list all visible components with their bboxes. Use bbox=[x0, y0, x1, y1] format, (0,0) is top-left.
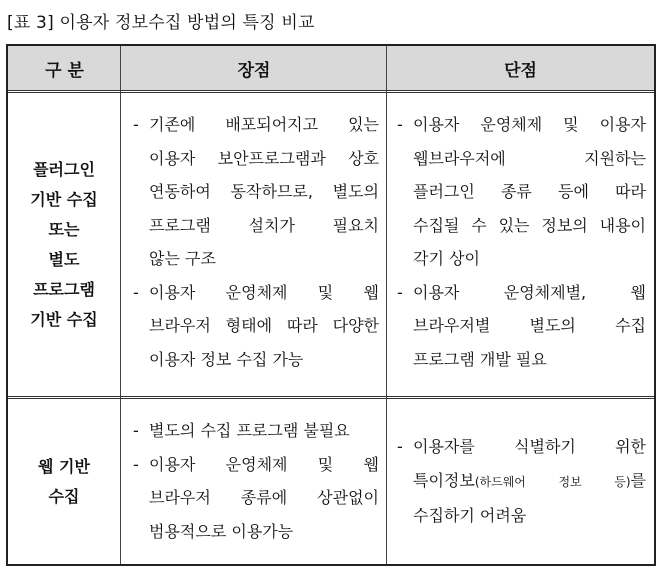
row-label-line: 수집 bbox=[48, 487, 80, 506]
bullet-dash: - bbox=[133, 454, 139, 474]
header-pros: 장점 bbox=[121, 46, 387, 90]
row-divider bbox=[8, 90, 654, 93]
web-cons-cell bbox=[387, 430, 654, 533]
row-label-line: 또는 bbox=[48, 220, 80, 239]
table-caption: [표 3] 이용자 정보수집 방법의 특징 비교 bbox=[7, 13, 315, 33]
text-line: 이용자 운영체제 및 웹 bbox=[149, 282, 379, 302]
row-label-line: 웹 기반 bbox=[38, 457, 90, 476]
row-label-line: 별도 bbox=[48, 250, 80, 269]
text-line: 범용적으로 이용가능 bbox=[149, 521, 294, 541]
text-line: 연동하여 동작하므로, 별도의 bbox=[149, 182, 379, 201]
list-item bbox=[133, 108, 379, 276]
text-line: 플러그인 종류 등에 따라 bbox=[413, 182, 646, 201]
text-line: 브라우저 형태에 따라 다양한 bbox=[149, 316, 379, 335]
bullet-dash: - bbox=[133, 421, 139, 440]
text-line: 각기 상이 bbox=[413, 249, 480, 268]
list-item bbox=[397, 430, 646, 533]
plugin-cons-cell bbox=[387, 108, 654, 376]
text-line: 이용자 운영체제 및 이용자 bbox=[413, 115, 646, 134]
text-line: 않는 구조 bbox=[149, 249, 216, 268]
header-category: 구 분 bbox=[8, 46, 121, 90]
row-label-web bbox=[8, 400, 120, 564]
text-line: 이용자 보안프로그램과 상호 bbox=[149, 148, 379, 168]
text-line: 웹브라우저에 지원하는 bbox=[413, 148, 646, 168]
text-fragment-small: (하드웨어 정보 등) bbox=[474, 474, 631, 489]
row-divider bbox=[8, 396, 654, 399]
list-item bbox=[397, 276, 646, 377]
text-line: 프로그램 설치가 필요치 bbox=[149, 215, 379, 235]
text-line: 브라우저 종류에 상관없이 bbox=[149, 488, 379, 507]
header-cons: 단점 bbox=[387, 46, 654, 90]
text-line: 이용자를 식별하기 위한 bbox=[413, 437, 646, 456]
list-item bbox=[397, 108, 646, 276]
text-line: 수집하기 어려움 bbox=[413, 506, 527, 525]
list-item bbox=[133, 448, 379, 549]
bullet-dash: - bbox=[397, 437, 403, 456]
text-line: 이용자 운영체제 및 웹 bbox=[149, 454, 379, 474]
text-line: 이용자 정보 수집 가능 bbox=[149, 349, 304, 369]
text-line-mixed bbox=[413, 464, 646, 500]
row-label-line: 기반 수집 bbox=[30, 310, 98, 329]
text-line: 이용자 운영체제별, 웹 bbox=[413, 282, 646, 302]
text-line: 기존에 배포되어지고 있는 bbox=[149, 115, 379, 134]
row-label-plugin bbox=[8, 94, 120, 396]
row-label-line: 기반 수집 bbox=[30, 190, 98, 209]
row-label-line: 플러그인 bbox=[33, 160, 95, 179]
plugin-pros-cell bbox=[121, 108, 387, 376]
web-pros-cell bbox=[121, 414, 387, 548]
bullet-dash: - bbox=[397, 115, 403, 134]
bullet-dash: - bbox=[397, 282, 403, 302]
text-fragment: 특이정보 bbox=[413, 470, 475, 490]
comparison-table bbox=[6, 44, 656, 566]
text-line: 프로그램 개발 필요 bbox=[413, 349, 547, 369]
text-line: 별도의 수집 프로그램 불필요 bbox=[149, 421, 350, 440]
bullet-dash: - bbox=[133, 282, 139, 302]
text-line: 수집될 수 있는 정보의 내용이 bbox=[413, 215, 646, 235]
bullet-dash: - bbox=[133, 115, 139, 134]
text-line: 브라우저별 별도의 수집 bbox=[413, 316, 646, 335]
row-label-line: 프로그램 bbox=[33, 280, 95, 299]
text-fragment: 를 bbox=[630, 470, 646, 490]
list-item bbox=[133, 276, 379, 377]
list-item bbox=[133, 414, 379, 448]
